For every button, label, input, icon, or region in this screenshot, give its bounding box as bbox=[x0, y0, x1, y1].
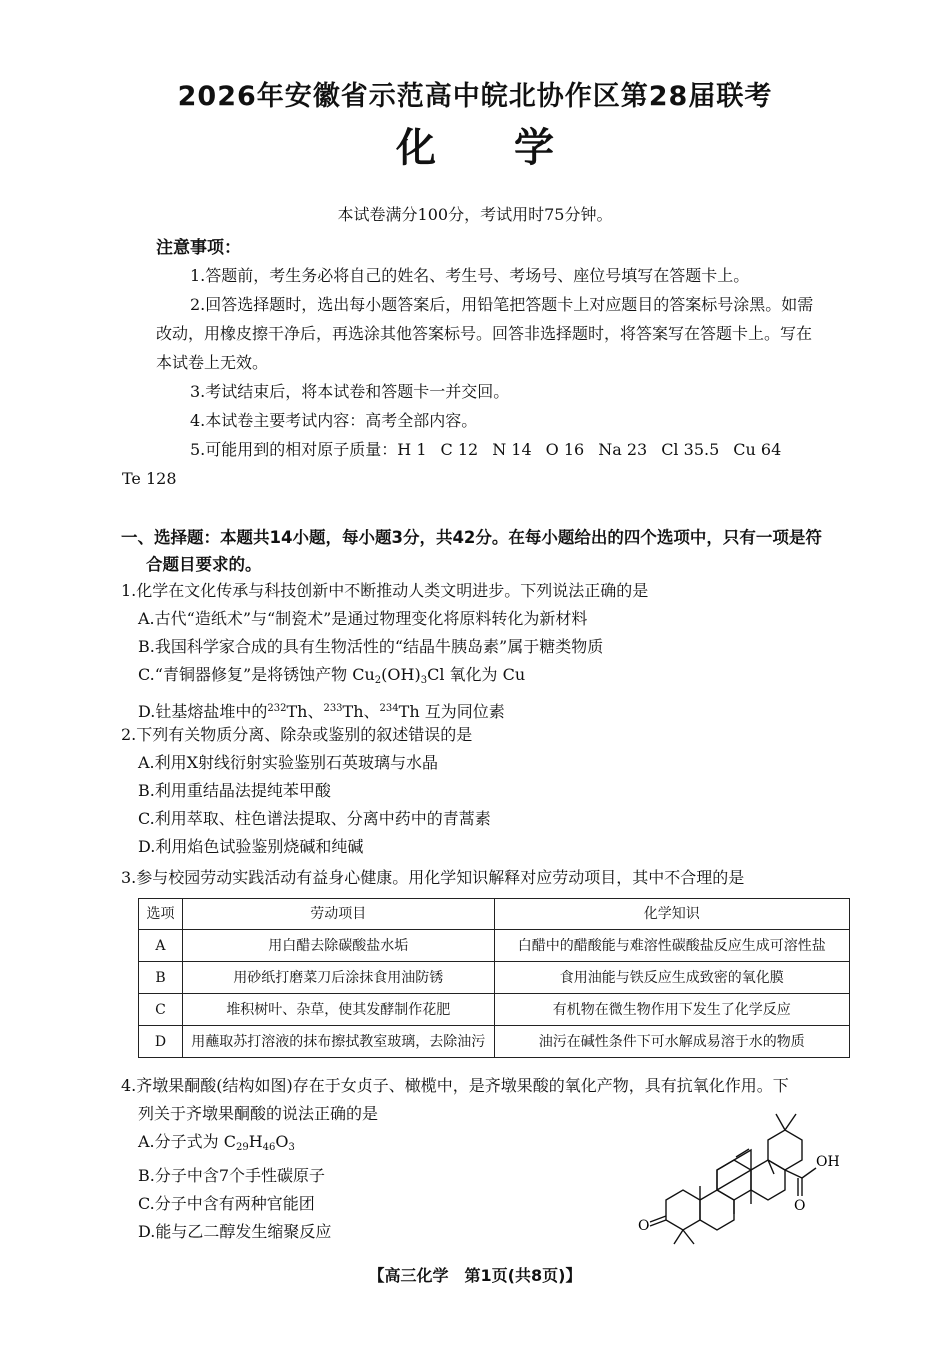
table-cell: 用砂纸打磨菜刀后涂抹食用油防锈 bbox=[182, 962, 494, 994]
table-cell: 堆积树叶、杂草，使其发酵制作花肥 bbox=[182, 994, 494, 1026]
question-2-option-d: D.利用焰色试验鉴别烧碱和纯碱 bbox=[138, 837, 364, 856]
carbonyl-o-label: O bbox=[794, 1198, 806, 1214]
mass-o: O 16 bbox=[545, 440, 585, 459]
question-4-option-a: A.分子式为 $C_{29}H_{46}O_3$ bbox=[138, 1132, 295, 1153]
question-4-option-c: C.分子中含有两种官能团 bbox=[138, 1194, 315, 1213]
note-item-4: 4.本试卷主要考试内容：高考全部内容。 bbox=[190, 411, 478, 430]
table-row bbox=[139, 930, 850, 962]
table-cell: 用蘸取苏打溶液的抹布擦拭教室玻璃，去除油污 bbox=[182, 1026, 494, 1058]
table-cell: B bbox=[139, 962, 183, 994]
table-row bbox=[139, 994, 850, 1026]
time-info: 本试卷满分100分，考试用时75分钟。 bbox=[337, 205, 613, 224]
mass-c: C 12 bbox=[440, 440, 479, 459]
table-cell: D bbox=[139, 1026, 183, 1058]
question-2 bbox=[121, 721, 491, 861]
note-item-3: 3.考试结束后，将本试卷和答题卡一并交回。 bbox=[190, 382, 510, 401]
question-3 bbox=[121, 864, 826, 1050]
table-cell: 白醋中的醋酸能与难溶性碳酸盐反应生成可溶性盐 bbox=[494, 930, 849, 962]
question-1 bbox=[121, 577, 648, 726]
table-cell: 有机物在微生物作用下发生了化学反应 bbox=[494, 994, 849, 1026]
mass-n: N 14 bbox=[492, 440, 532, 459]
table-cell: 用白醋去除碳酸盐水垢 bbox=[182, 930, 494, 962]
notes-heading: 注意事项： bbox=[156, 238, 241, 258]
question-2-option-a: A.利用X射线衍射实验鉴别石英玻璃与水晶 bbox=[138, 753, 439, 772]
masses-prefix: 5.可能用到的相对原子质量： bbox=[190, 440, 398, 459]
mass-h: H 1 bbox=[397, 440, 427, 459]
question-1-option-d: D.钍基熔盐堆中的$^{232}$Th、$^{233}$Th、$^{234}$Th 互为同位素 bbox=[138, 702, 505, 721]
mass-na: Na 23 bbox=[598, 440, 648, 459]
question-2-option-c: C.利用萃取、柱色谱法提取、分离中药中的青蒿素 bbox=[138, 809, 491, 828]
oh-label: OH bbox=[816, 1154, 840, 1170]
table-header-row bbox=[139, 899, 850, 930]
table-header: 劳动项目 bbox=[182, 899, 494, 930]
question-2-option-b: B.利用重结晶法提纯苯甲酸 bbox=[138, 781, 331, 800]
mass-cu: Cu 64 bbox=[733, 440, 782, 459]
section-heading-line-2: 合题目要求的。 bbox=[146, 555, 262, 574]
mass-te: Te 128 bbox=[122, 469, 177, 488]
table-cell: 油污在碱性条件下可水解成易溶于水的物质 bbox=[494, 1026, 849, 1058]
exam-title: 2026年安徽省示范高中皖北协作区第28届联考 bbox=[177, 81, 773, 112]
table-cell: 食用油能与铁反应生成致密的氧化膜 bbox=[494, 962, 849, 994]
question-4-option-b: B.分子中含7个手性碳原子 bbox=[138, 1166, 326, 1185]
question-1-option-c: C.“青铜器修复”是将锈蚀产物 $Cu_2(OH)_3Cl$ 氧化为 Cu bbox=[138, 665, 526, 686]
question-1-stem: 1.化学在文化传承与科技创新中不断推动人类文明进步。下列说法正确的是 bbox=[121, 581, 649, 600]
table-cell: A bbox=[139, 930, 183, 962]
table-row bbox=[139, 962, 850, 994]
question-3-stem: 3.参与校园劳动实践活动有益身心健康。用化学知识解释对应劳动项目，其中不合理的是 bbox=[121, 868, 745, 887]
question-2-stem: 2.下列有关物质分离、除杂或鉴别的叙述错误的是 bbox=[121, 725, 473, 744]
note-item-1: 1.答题前，考生务必将自己的姓名、考生号、考场号、座位号填写在答题卡上。 bbox=[190, 266, 750, 285]
section-1-heading bbox=[121, 524, 861, 578]
table-row bbox=[139, 1026, 850, 1058]
question-4-stem-line-1: 4.齐墩果酮酸(结构如图)存在于女贞子、橄榄中，是齐墩果酸的氧化产物，具有抗氧化作用。下 bbox=[121, 1076, 789, 1095]
ketone-o-label: O bbox=[638, 1218, 650, 1234]
question-4-stem-line-2: 列关于齐墩果酮酸的说法正确的是 bbox=[138, 1104, 379, 1123]
question-3-table bbox=[138, 898, 850, 1058]
question-1-option-b: B.我国科学家合成的具有生物活性的“结晶牛胰岛素”属于糖类物质 bbox=[138, 637, 604, 656]
mass-cl: Cl 35.5 bbox=[661, 440, 720, 459]
note-item-2: 2.回答选择题时，选出每小题答案后，用铅笔把答题卡上对应题目的答案标号涂黑。如需改动，用橡皮擦干净后，再选涂其他答案标号。回答非选择题时，将答案写在答题卡上。写在本试卷上无效。 bbox=[156, 295, 814, 372]
note-item-5 bbox=[122, 435, 820, 493]
page-footer: 【高三化学 第1页(共8页)】 bbox=[368, 1266, 582, 1285]
oleanonic-acid-structure bbox=[636, 1098, 840, 1248]
table-header: 化学知识 bbox=[494, 899, 849, 930]
notes-block bbox=[122, 261, 820, 493]
question-4-option-d: D.能与乙二醇发生缩聚反应 bbox=[138, 1222, 332, 1241]
table-cell: C bbox=[139, 994, 183, 1026]
table-header: 选项 bbox=[139, 899, 183, 930]
subject-title: 化学 bbox=[396, 125, 632, 171]
section-heading-line-1: 一、选择题：本题共14小题，每小题3分，共42分。在每小题给出的四个选项中，只有一项是符 bbox=[121, 528, 822, 547]
question-1-option-a: A.古代“造纸术”与“制瓷术”是通过物理变化将原料转化为新材料 bbox=[138, 609, 588, 628]
